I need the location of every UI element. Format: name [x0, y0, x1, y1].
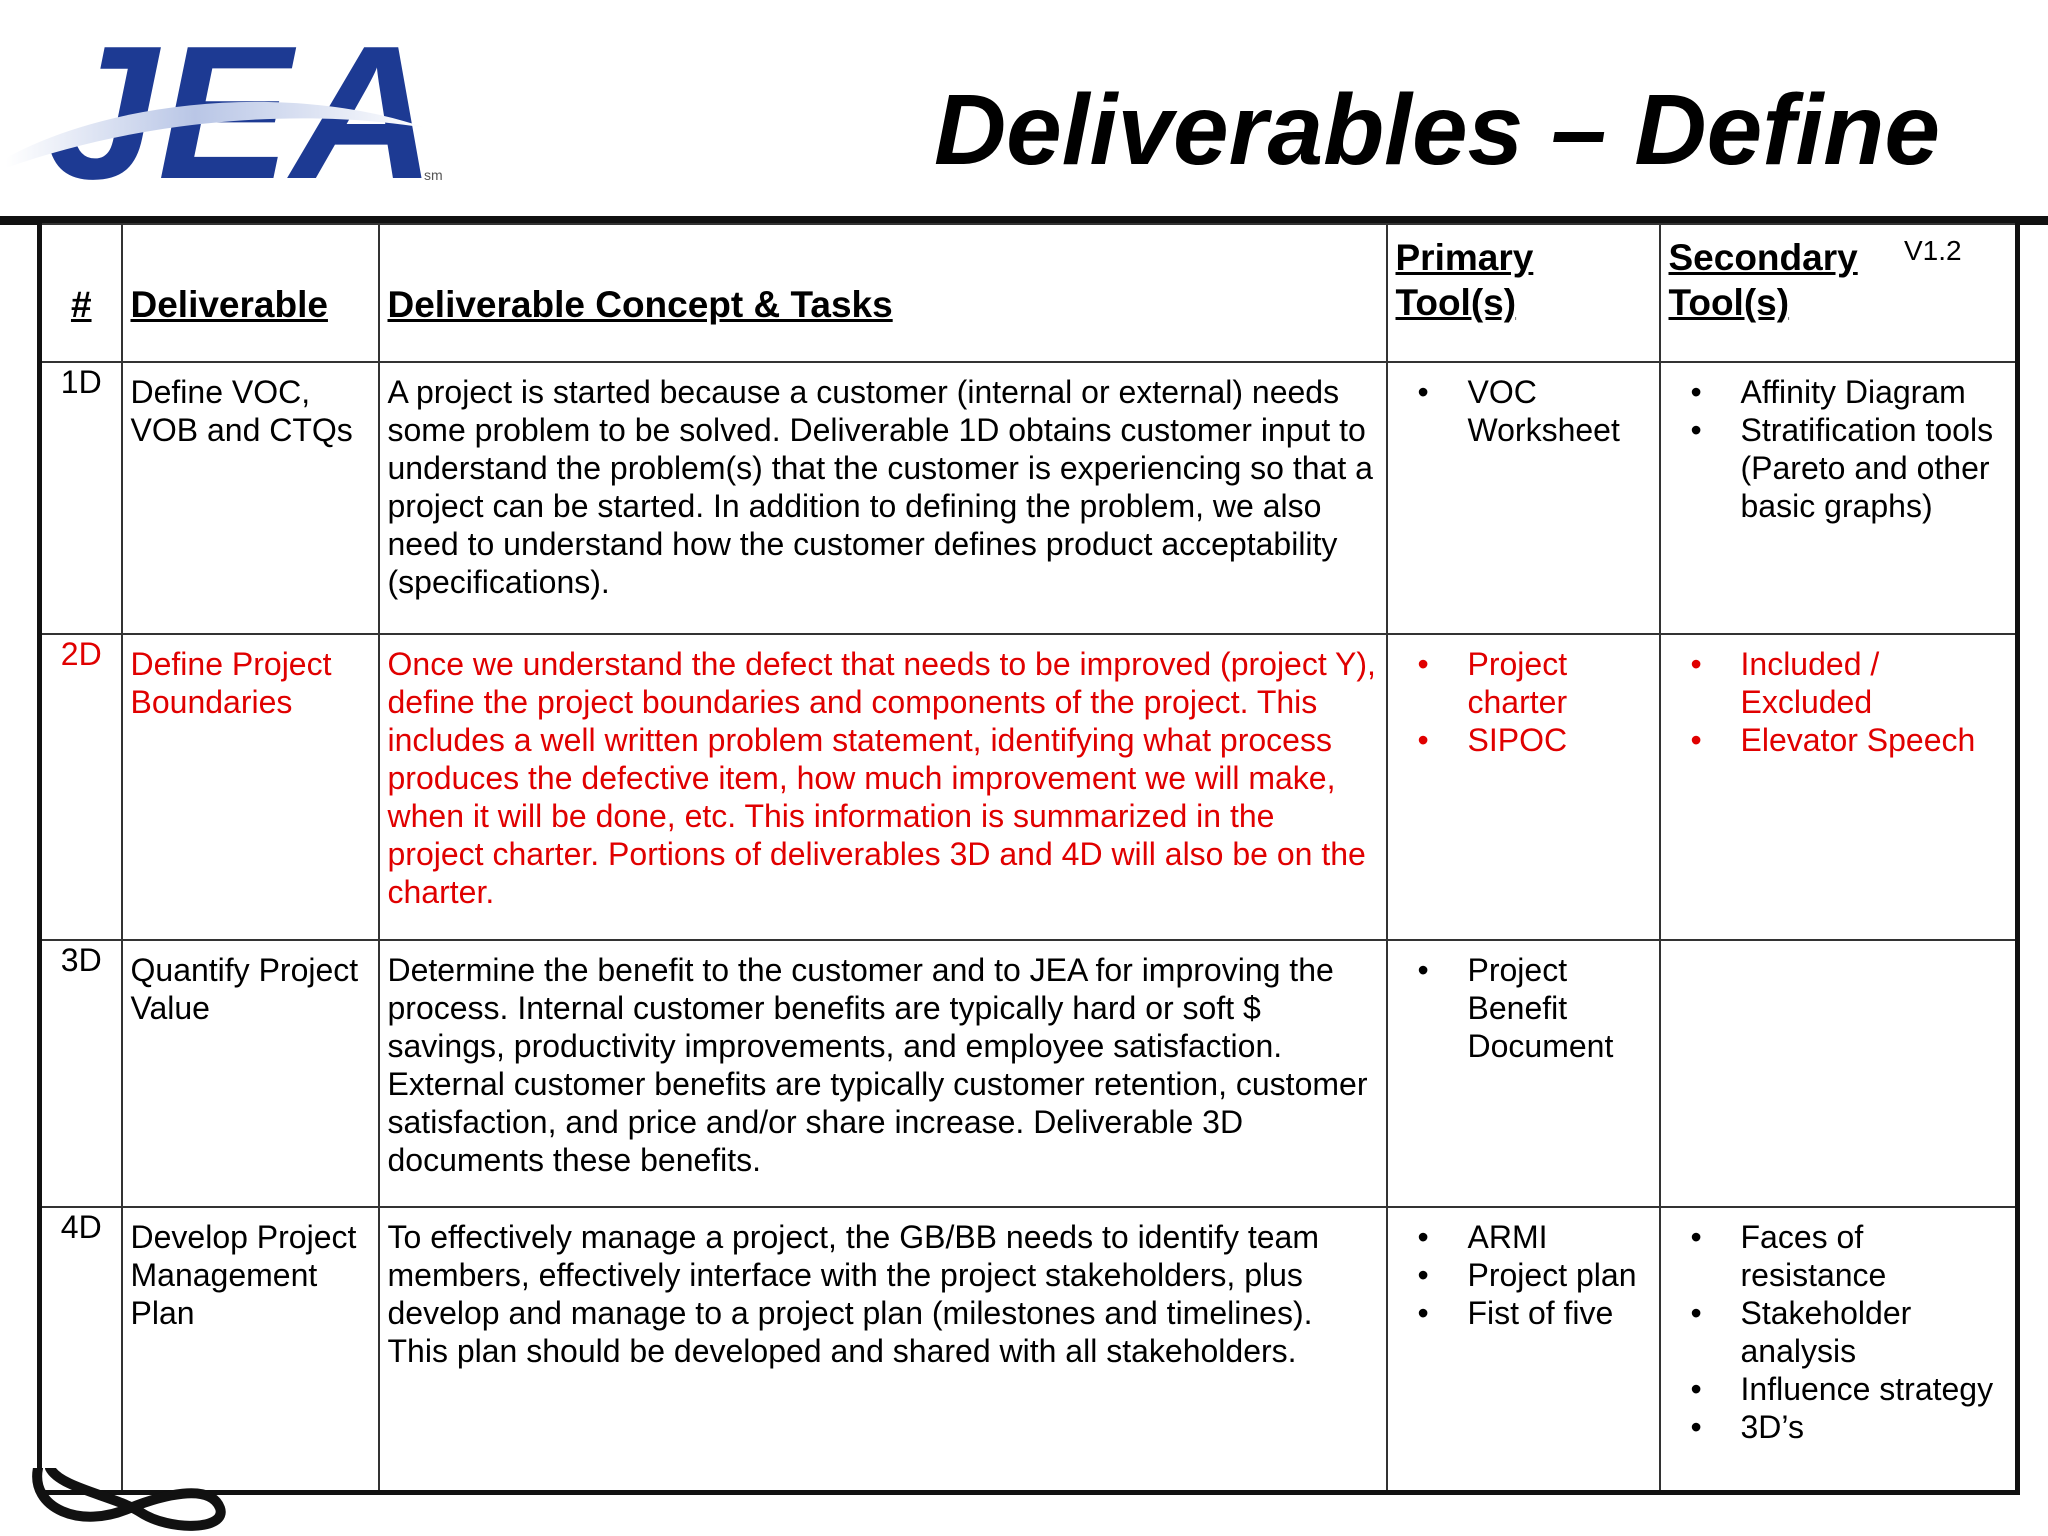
tool-item: • Affinity Diagram	[1669, 373, 2008, 411]
jea-logo	[6, 28, 456, 198]
deliverable-name: Quantify Project Value	[122, 940, 379, 1207]
tool-item: • 3D’s	[1669, 1408, 2008, 1446]
tool-item: • Stratification tools (Pareto and other basic graphs)	[1669, 411, 2008, 525]
concept-text: A project is started because a customer (internal or external) needs some problem to be solved. Deliverable 1D obtains customer input to understand the problem(s) that the customer is experiencing so that a project can be started. In addition to defining the problem, we also need to understand how the customer defines product acceptability (specifications).	[379, 362, 1387, 634]
column-header-deliverable: Deliverable	[122, 224, 379, 362]
secondary-tools	[1660, 362, 2018, 634]
concept-text: Determine the benefit to the customer and to JEA for improving the process. Internal customer benefits are typically hard or soft $ savings, productivity improvements, and employee satisfaction. External customer benefits are typically customer retention, customer satisfaction, and price and/or share increase. Deliverable 3D documents these benefits.	[379, 940, 1387, 1207]
row-number: 1D	[40, 362, 122, 634]
row-number: 4D	[40, 1207, 122, 1492]
deliverable-name: Define Project Boundaries	[122, 634, 379, 940]
tool-item: • Project plan	[1396, 1256, 1651, 1294]
page-title: Deliverables – Define	[933, 74, 1940, 186]
version-label: V1.2	[1904, 235, 1962, 266]
tool-item: • Faces of resistance	[1669, 1218, 2008, 1294]
primary-tools	[1387, 940, 1660, 1207]
logo-service-mark: sm	[424, 167, 443, 183]
deliverable-name: Develop Project Management Plan	[122, 1207, 379, 1492]
tool-item: • SIPOC	[1396, 721, 1651, 759]
table-row-highlighted	[40, 634, 2018, 940]
column-header-secondary-tools: Secondary Tool(s)	[1660, 224, 2018, 362]
secondary-tools	[1660, 940, 2018, 1207]
deliverables-table	[37, 223, 2020, 1495]
row-number: 3D	[40, 940, 122, 1207]
tool-item: • Project Benefit Document	[1396, 951, 1651, 1065]
decorative-swirl-icon	[20, 1468, 260, 1536]
primary-tools	[1387, 634, 1660, 940]
tool-item: • Elevator Speech	[1669, 721, 2008, 759]
tool-item: • Project charter	[1396, 645, 1651, 721]
tool-item: • ARMI	[1396, 1218, 1651, 1256]
column-header-concept: Deliverable Concept & Tasks	[379, 224, 1387, 362]
tool-item: • VOC Worksheet	[1396, 373, 1651, 449]
concept-text: Once we understand the defect that needs to be improved (project Y), define the project boundaries and components of the project. This includes a well written problem statement, identifying what process produces the defective item, how much improvement we will make, when it will be done, etc. This information is summarized in the project charter. Portions of deliverables 3D and 4D will also be on the charter.	[379, 634, 1387, 940]
column-header-primary-tools: Primary Tool(s)	[1387, 224, 1660, 362]
tool-item: • Fist of five	[1396, 1294, 1651, 1332]
secondary-tools	[1660, 1207, 2018, 1492]
table-header-row	[40, 224, 2018, 362]
deliverable-name: Define VOC, VOB and CTQs	[122, 362, 379, 634]
concept-text: To effectively manage a project, the GB/BB needs to identify team members, effectively interface with the project stakeholders, plus develop and manage to a project plan (milestones and timelines). This plan should be developed and shared with all stakeholders.	[379, 1207, 1387, 1492]
tool-item: • Influence strategy	[1669, 1370, 2008, 1408]
table-row	[40, 1207, 2018, 1492]
tool-item: • Stakeholder analysis	[1669, 1294, 2008, 1370]
column-header-number: #	[40, 224, 122, 362]
primary-tools	[1387, 1207, 1660, 1492]
primary-tools	[1387, 362, 1660, 634]
table-row	[40, 940, 2018, 1207]
secondary-tools	[1660, 634, 2018, 940]
row-number: 2D	[40, 634, 122, 940]
tool-item: • Included / Excluded	[1669, 645, 2008, 721]
table-row	[40, 362, 2018, 634]
logo-wordmark: JEA	[46, 28, 436, 198]
